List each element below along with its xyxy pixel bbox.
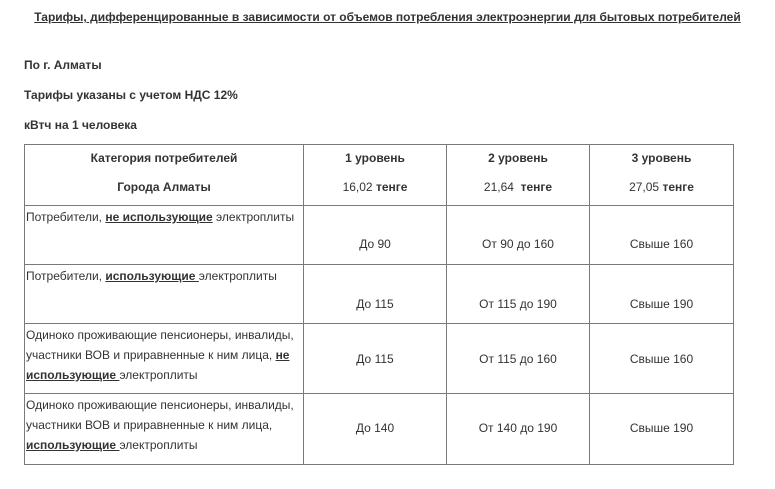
tariff-table	[24, 144, 734, 465]
category-suffix: электроплиты	[198, 269, 277, 283]
level-3-value-cell	[590, 206, 734, 265]
level-1-value-cell	[304, 206, 447, 265]
header-category-cell	[25, 145, 304, 206]
level-2-value-cell	[447, 324, 590, 394]
category-emphasis: не использующие	[26, 348, 290, 382]
level-value: До 115	[356, 297, 394, 311]
header-level-currency: тенге	[520, 180, 553, 194]
document-title: Тарифы, дифференцированные в зависимости от объемов потребления электроэнергии для бытовых потребителей	[34, 10, 741, 24]
table-row	[25, 394, 734, 465]
header-level-label: 1 уровень	[345, 151, 405, 165]
category-emphasis: использующие	[105, 269, 199, 283]
unit-line: кВтч на 1 человека	[24, 118, 137, 132]
level-value: От 115 до 190	[479, 297, 557, 311]
level-2-value-cell	[447, 206, 590, 265]
header-level-label: 2 уровень	[488, 151, 548, 165]
level-1-value-cell	[304, 324, 447, 394]
header-level-3-cell	[590, 145, 734, 206]
category-text: Потребители,	[26, 210, 106, 224]
level-2-value-cell	[447, 394, 590, 465]
header-level-1-cell	[304, 145, 447, 206]
header-level-2-cell	[447, 145, 590, 206]
header-level-label: 3 уровень	[631, 151, 692, 165]
level-value: От 115 до 160	[479, 352, 557, 366]
category-suffix: электроплиты	[119, 438, 198, 452]
level-1-value-cell	[304, 394, 447, 465]
level-value: До 140	[355, 421, 395, 435]
table-header-row	[25, 145, 734, 206]
header-level-price-line	[304, 168, 446, 197]
header-category-sub: Города Алматы	[117, 180, 211, 194]
level-1-value-cell	[304, 265, 447, 324]
level-value: Свыше 190	[629, 297, 694, 311]
level-2-value-cell	[447, 265, 590, 324]
header-level-price-line	[590, 168, 733, 197]
table-row	[25, 324, 734, 394]
level-value: От 140 до 190	[478, 421, 558, 435]
category-cell	[25, 394, 304, 465]
level-3-value-cell	[590, 324, 734, 394]
level-value: Свыше 160	[629, 237, 694, 251]
header-level-price: 27,05	[629, 180, 660, 194]
category-suffix: электроплиты	[212, 210, 295, 224]
level-value: От 90 до 160	[482, 237, 554, 251]
header-level-price-line	[447, 168, 589, 197]
category-text: Одиноко проживающие пенсионеры, инвалиды, участники ВОВ и приравненные к ним лица,	[26, 398, 294, 432]
header-level-currency: тенге	[375, 180, 408, 194]
level-value: До 90	[359, 237, 391, 251]
category-emphasis: не использующие	[105, 210, 213, 224]
vat-line: Тарифы указаны с учетом НДС 12%	[24, 88, 238, 102]
level-3-value-cell	[590, 394, 734, 465]
table-row	[25, 265, 734, 324]
category-suffix: электроплиты	[119, 368, 198, 382]
level-value: До 115	[356, 352, 394, 366]
category-text: Одиноко проживающие пенсионеры, инвалиды, участники ВОВ и приравненные к ним лица,	[26, 328, 294, 362]
header-level-currency: тенге	[662, 180, 694, 194]
category-emphasis: использующие	[26, 438, 120, 452]
category-cell	[25, 206, 304, 265]
table-row	[25, 206, 734, 265]
level-value: Свыше 190	[629, 421, 694, 435]
category-text: Потребители,	[26, 269, 106, 283]
header-category-label: Категория потребителей	[90, 151, 238, 165]
level-value: Свыше 160	[629, 352, 694, 366]
header-level-price: 21,64	[483, 180, 514, 194]
city-line: По г. Алматы	[24, 58, 102, 72]
category-cell	[25, 265, 304, 324]
level-3-value-cell	[590, 265, 734, 324]
category-cell	[25, 324, 304, 394]
header-level-price: 16,02	[342, 180, 373, 194]
